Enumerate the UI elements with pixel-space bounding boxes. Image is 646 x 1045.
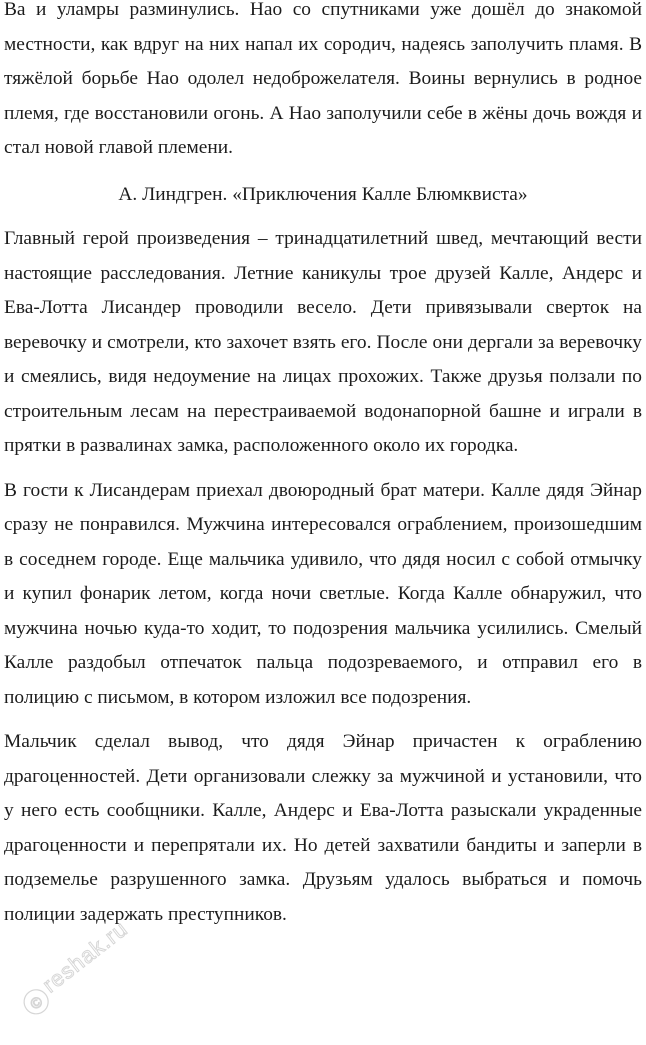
paragraph-intro: Ва и уламры разминулись. Нао со спутниками уже дошёл до знакомой местности, как вдруг на них напал их сородич, надеясь заполучить пламя. В тяжёлой борьбе Нао одолел недоброжелателя. Воины вернулись в родное племя, где восстановили огонь. А Нао заполучили себе в жёны дочь вождя и стал новой главой племени. — [4, 0, 642, 158]
section-heading: А. Линдгрен. «Приключения Калле Блюмквиста» — [118, 183, 528, 205]
paragraph-2: В гости к Лисандерам приехал двоюродный брат матери. Калле дядя Эйнар сразу не понравился. Мужчина интересовался ограблением, произошедшим в соседнем городе. Еще мальчика удивило, что дядя носил с собой отмычку и купил фонарик летом, когда ночи светлые. Когда Калле обнаружил, что мужчина ночью куда-то ходит, то подозрения мальчика усилились. Смелый Калле раздобыл отпечаток пальца подозреваемого, и отправил его в полицию с письмом, в котором изложил все подозрения. — [4, 479, 642, 708]
paragraph-1: Главный герой произведения – тринадцатилетний швед, мечтающий вести настоящие расследования. Летние каникулы трое друзей Калле, Андерс и Ева-Лотта Лисандер проводили весело. Дети привязывали сверток на веревочку и смотрели, кто захочет взять его. После они дергали за веревочку и смеялись, видя недоумение на лицах прохожих. Также друзья ползали по строительным лесам на перестраиваемой водонапорной башне и играли в прятки в развалинах замка, расположенного около их городка. — [4, 228, 642, 456]
paragraph-3: Мальчик сделал вывод, что дядя Эйнар причастен к ограблению драгоценностей. Дети организовали слежку за мужчиной и установили, что у него есть сообщники. Калле, Андерс и Ева-Лотта разыскали украденные драгоценности и перепрятали их. Но детей захватили бандиты и заперли в подземелье разрушенного замка. Друзьям удалось выбраться и помочь полиции задержать преступников. — [4, 731, 642, 925]
svg-text:©: © — [27, 992, 48, 1014]
watermark-text: reshak.ru — [37, 915, 132, 998]
